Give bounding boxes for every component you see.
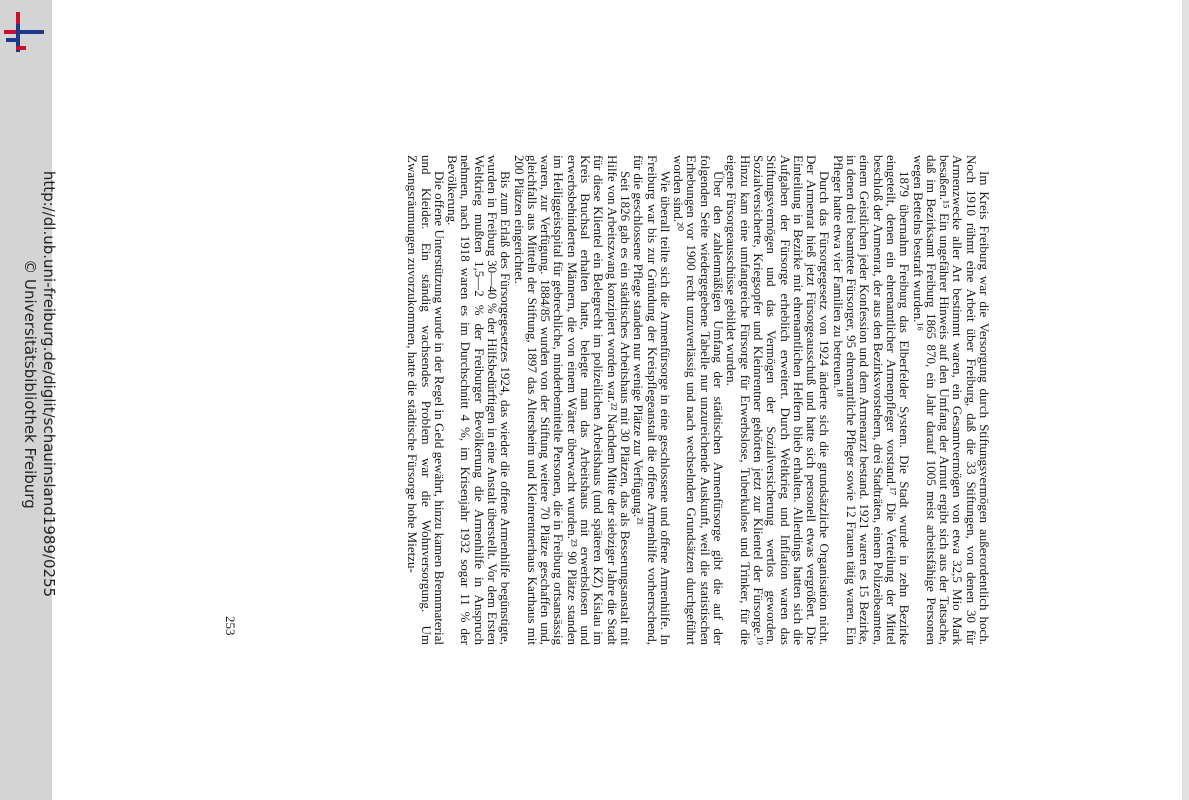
paragraph: Wie überall teilte sich die Armenfürsorge in eine geschlossene und offene Armenhilfe. In Freiburg war bis zur Gründung der Kreispflegeanstalt die offene Armenhilfe vorherrschend, für die geschlossene Pflege standen nur wenige Plätze zur Verfügung.²¹ <box>631 155 673 645</box>
paragraph: Bis zum Erlaß des Fürsorgegesetzes 1924, das wieder die offene Armenhilfe begünstigte, wurden in Freiburg 30—40 % der Hilfsbedürftigen in eine Anstalt überstellt. Vor dem Ersten Weltkrieg mußten 1,5—2 % der Freiburger Bevölkerung die Armenhilfe in Anspruch nehmen, nach 1918 waren es im Durchschnitt 4 %, im Krisenjahr 1932 sogar 11 % der Bevölkerung. <box>445 155 514 645</box>
paragraph: Im Kreis Freiburg war die Versorgung durch Stiftungsvermögen außerordentlich hoch. Noch 1910 rühmt eine Arbeit über Freiburg, daß die 33 Stiftungen, von denen 30 für Armenzwecke aller Art bestimmt waren, ein Gesamtvermögen von etwa 32,5 Mio Mark besaßen.¹⁵ Ein ungefährer Hinweis auf den Umfang der Armut ergibt sich aus der Tatsache, daß im Bezirksamt Freiburg 1865 870, ein Jahr darauf 1005 meist arbeitsfähige Personen wegen Bettelns bestraft wurden.¹⁶ <box>910 155 992 645</box>
viewer-sidebar <box>0 0 58 800</box>
document-page <box>246 155 991 645</box>
page-edge-scrollbar[interactable] <box>1182 0 1189 800</box>
copyright-notice: © Universitätsbibliothek Freiburg <box>21 259 39 509</box>
source-url[interactable]: http://dl.ub.uni-freiburg.de/diglit/schauinsland1989/0255 <box>40 170 58 598</box>
paragraph: Die offene Unterstützung wurde in der Regel in Geld gewährt, hinzu kamen Brennmaterial und Kleider. Ein ständig wachsendes Problem war die Wohnversorgung. Um Zwangsräumungen zuvorzukommen, hatte die städtische Fürsorge hohe Mietzu- <box>405 155 447 645</box>
paragraph: Seit 1826 gab es ein städtisches Arbeitshaus mit 30 Plätzen, das als Besserungsanstalt mit Hilfe von Arbeitszwang konzipiert worden war.²² Nachdem Mitte der siebziger Jahre die Stadt für diese Klientel ein Belegrecht im polizeilichen Arbeitshaus (und späteren KZ) Kislau im Kreis Bruchsal erhalten hatte, belegte man das Arbeitshaus mit erwerbslosen und erwerbsbehinderten Männern, die von einem Wärter überwacht wurden.²³ 90 Plätze standen im Heiliggeistspital für gebrechliche, minderbemittelte Personen, die in Freiburg ortsansässig waren, zur Verfügung. 1884/85 wurden von der Stiftung weitere 70 Plätze geschaffen und, gleichfalls aus Mitteln der Stiftung, 1897 das Altersheim und Kleinrentnerhaus Karthaus mit 200 Plätzen eingerichtet. <box>511 155 633 645</box>
paragraph: Durch das Fürsorgegesetz von 1924 änderte sich die grundsätzliche Organisation nicht. Der Armenrat hieß jetzt Fürsorgeausschuß und hatte sich personell etwas vergrößert. Die Einteilung in Bezirke mit ehrenamtlichen Helfern blieb erhalten. Allerdings hatten sich die Aufgaben der Fürsorge erheblich erweitert. Durch Weltkrieg und Inflation waren das Stiftungsvermögen und das Vermögen der Sozialversicherung wertlos geworden. Sozialversicherte, Kriegsopfer und Kleinrentner gehörten jetzt zur Klientel der Fürsorge.¹⁹ Hinzu kam eine umfangreiche Fürsorge für Erwerbslose, Tuberkulose und Trinker, für die eigene Fürsorgeausschüsse gebildet wurden. <box>724 155 833 645</box>
page-number: 253 <box>223 616 238 636</box>
paragraph: 1879 übernahm Freiburg das Elberfelder System. Die Stadt wurde in zehn Bezirke eingeteilt, denen ein ehrenamtlicher Armenpfleger vorstand.¹⁷ Die Verteilung der Mittel beschloß der Armenrat, der aus den Bezirksvorstehern, drei Stadträten, einem Polizeibeamten, einem Geistlichen jeder Konfession und dem Armenarzt bestand. 1921 waren es 15 Bezirke, in denen drei beamtete Fürsorger, 95 ehrenamtliche Pfleger sowie 12 Frauen tätig waren. Ein Pfleger hatte etwa vier Familien zu betreuen.¹⁸ <box>830 155 913 645</box>
paragraph: Über den zahlenmäßigen Umfang der städtischen Armenfürsorge gibt die auf der folgenden Seite wiedergegebene Tabelle nur unzureichende Auskunft, weil die statistischen Erhebungen vor 1900 recht unzuverlässig und nach wechselnden Grundsätzen durchgeführt worden sind.²⁰ <box>671 155 727 645</box>
source-info <box>18 0 58 784</box>
